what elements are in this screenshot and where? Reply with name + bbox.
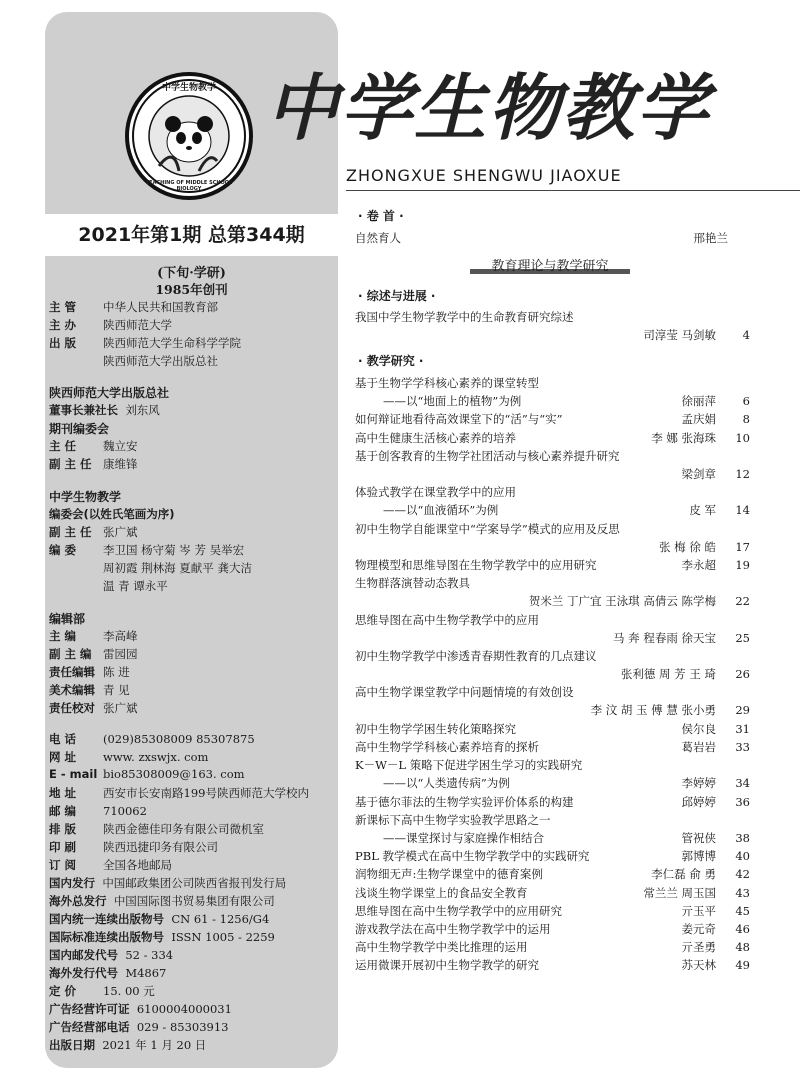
toc-entry-page: 12 bbox=[735, 466, 750, 481]
toc-entry[interactable]: 自然育人 邢艳兰 bbox=[355, 231, 728, 245]
distribution-row: 广告经营部电话 029 - 85303913 bbox=[49, 1020, 229, 1034]
toc-entry-page: 42 bbox=[735, 867, 750, 882]
deputy-row: 副 主 任 康维锋 bbox=[49, 457, 138, 471]
toc-entry-authors: 马 奔 程春雨 徐天宝 bbox=[613, 630, 716, 645]
toc-entry-authors: 李仁磊 俞 勇 bbox=[651, 867, 716, 882]
contact-row: 邮 编 710062 bbox=[49, 804, 147, 818]
board-sub: 编委会(以姓氏笔画为序) bbox=[49, 507, 175, 521]
toc-entry[interactable] bbox=[355, 483, 750, 519]
toc-entry-title: 基于创客教育的生物学社团活动与核心素养提升研究 bbox=[355, 448, 620, 463]
toc-entry-subtitle: ——课堂探讨与家庭操作相结合 bbox=[383, 830, 544, 845]
toc-entry-authors: 李永超 bbox=[681, 558, 716, 572]
toc-entry[interactable] bbox=[355, 884, 750, 902]
issue-bar bbox=[45, 214, 338, 256]
distribution-row: 定 价 15. 00 元 bbox=[49, 984, 155, 998]
toc-entry[interactable] bbox=[355, 738, 750, 756]
toc-entry-title: 高中生物学教学中类比推理的运用 bbox=[355, 940, 528, 955]
toc-entry-subtitle: ——以“地面上的植物”为例 bbox=[383, 394, 522, 408]
contact-row: 印 刷 陕西迅捷印务有限公司 bbox=[49, 840, 218, 854]
publisher-row: 出 版 陕西师范大学生命科学学院 bbox=[49, 336, 241, 350]
publisher-row: 主 办 陕西师范大学 bbox=[49, 318, 172, 332]
toc-entry-page: 49 bbox=[735, 958, 750, 973]
director-row: 主 任 魏立安 bbox=[49, 439, 138, 453]
toc-entry-title: 高中生物学学科核心素养培育的探析 bbox=[355, 740, 539, 754]
toc-entry-page: 40 bbox=[735, 849, 750, 864]
toc-entry-authors: 皮 军 bbox=[689, 503, 716, 518]
toc-entry-authors: 亓圣勇 bbox=[681, 940, 716, 955]
toc-entry-page: 29 bbox=[735, 703, 750, 718]
section-banner: 教育理论与教学研究 bbox=[470, 256, 630, 278]
contact-row: 网 址 www. zxswjx. com bbox=[49, 750, 209, 764]
toc-entry-page: 31 bbox=[735, 721, 750, 736]
toc-entry-title: 基于德尔菲法的生物学实验评价体系的构建 bbox=[355, 794, 574, 809]
toc-entry[interactable] bbox=[355, 556, 750, 574]
toc-entry-title: 高中生物学课堂教学中问题情境的有效创设 bbox=[355, 685, 574, 700]
toc-entry-title: 基于生物学学科核心素养的课堂转型 bbox=[355, 376, 539, 390]
distribution-row: 海外总发行 中国国际图书贸易集团有限公司 bbox=[49, 894, 275, 908]
logo-ring-text-top: 中学生物教学 bbox=[161, 83, 216, 93]
board-members-row: 编 委 李卫国 杨守菊 岑 芳 吴举宏 bbox=[49, 543, 245, 557]
toc-entry-subtitle: ——以“血液循环”为例 bbox=[383, 503, 499, 518]
toc-entry[interactable] bbox=[355, 902, 750, 920]
toc-entry-authors: 张 梅 徐 皓 bbox=[659, 539, 716, 554]
distribution-row: 国内统一连续出版物号 CN 61 - 1256/G4 bbox=[49, 912, 270, 926]
toc-entry-page: 26 bbox=[735, 667, 750, 681]
toc-entry-authors: 李 汶 胡 玉 傅 慧 张小勇 bbox=[590, 703, 716, 718]
masthead-title bbox=[266, 58, 710, 158]
section-heading: · 综述与进展 · bbox=[358, 289, 436, 303]
toc-entry[interactable] bbox=[355, 410, 750, 428]
toc-entry-title: 思维导图在高中生物学教学中的应用研究 bbox=[355, 903, 562, 918]
committee-heading: 期刊编委会 bbox=[49, 422, 110, 436]
distribution-row: 海外发行代号 M4867 bbox=[49, 966, 167, 980]
toc-entry-page: 33 bbox=[735, 740, 750, 754]
toc-entry-page: 46 bbox=[735, 922, 750, 936]
toc-entry-authors: 李婷婷 bbox=[681, 776, 716, 791]
toc-entry[interactable] bbox=[355, 956, 750, 974]
toc-entry-authors: 姜元奇 bbox=[681, 922, 716, 936]
toc-entry-authors: 徐丽萍 bbox=[681, 394, 716, 408]
board-deputy-row: 副 主 任 张广斌 bbox=[49, 525, 138, 539]
toc-entry-title: 思维导图在高中生物学教学中的应用 bbox=[355, 612, 539, 627]
toc-entry-page: 38 bbox=[735, 830, 750, 845]
toc-entry-page: 34 bbox=[735, 776, 750, 791]
toc-entry-page: 48 bbox=[735, 940, 750, 955]
toc-entry[interactable] bbox=[355, 811, 750, 847]
toc-entry-title: 体验式教学在课堂教学中的应用 bbox=[355, 485, 516, 500]
section-heading: · 教学研究 · bbox=[358, 354, 424, 368]
toc-entry-page: 43 bbox=[735, 885, 750, 900]
toc-entry-authors: 郭博博 bbox=[681, 849, 716, 864]
distribution-row: 国内邮发代号 52 - 334 bbox=[49, 948, 174, 962]
issue-number: 2021年第1期 总第344期 bbox=[78, 224, 305, 246]
section-heading: · 卷 首 · bbox=[358, 209, 404, 223]
toc-entry[interactable] bbox=[355, 520, 750, 556]
toc-entry[interactable] bbox=[355, 847, 750, 865]
toc-entry-authors: 管祝侠 bbox=[681, 830, 716, 845]
toc-entry-title: 游戏教学法在高中生物学教学中的运用 bbox=[355, 922, 551, 936]
toc-entry[interactable] bbox=[355, 647, 750, 683]
toc-entry-page: 19 bbox=[735, 558, 750, 572]
toc-entry-page: 22 bbox=[735, 594, 750, 609]
distribution-row: 广告经营许可证 6100004000031 bbox=[49, 1002, 232, 1016]
toc-entry[interactable] bbox=[355, 793, 750, 811]
toc-entry-page: 6 bbox=[742, 394, 750, 408]
editorial-row: 主 编 李高峰 bbox=[49, 629, 138, 643]
toc-entry-authors: 张利德 周 芳 王 琦 bbox=[620, 667, 716, 681]
toc-entry-title: 物理模型和思维导图在生物学教学中的应用研究 bbox=[355, 558, 597, 572]
toc-entry-title: 初中生物学学困生转化策略探究 bbox=[355, 721, 516, 736]
editorial-row: 责任编辑 陈 进 bbox=[49, 665, 130, 679]
toc-entry-page: 17 bbox=[735, 539, 750, 554]
toc-entry-title: 浅谈生物学课堂上的食品安全教育 bbox=[355, 885, 528, 900]
toc-entry[interactable] bbox=[355, 938, 750, 956]
toc-entry-authors: 亓玉平 bbox=[681, 903, 716, 918]
contact-row: 排 版 陕西金德佳印务有限公司微机室 bbox=[49, 822, 264, 836]
toc-entry-page: 14 bbox=[735, 503, 750, 518]
toc-entry-page: 25 bbox=[735, 630, 750, 645]
board-members-row: 周初霞 荆林海 夏献平 龚大洁 bbox=[103, 561, 252, 575]
masthead-pinyin: ZHONGXUE SHENGWU JIAOXUE bbox=[346, 166, 622, 185]
toc-entry-title: 生物群落演替动态教具 bbox=[355, 576, 470, 591]
toc-entry-title: K－W－L 策略下促进学困生学习的实践研究 bbox=[355, 758, 583, 773]
board-members-row: 温 青 谭永平 bbox=[103, 579, 168, 593]
toc-entry-authors: 苏天林 bbox=[681, 958, 716, 973]
masthead-title-text: 中学生物教学 bbox=[266, 65, 711, 150]
toc-entry[interactable] bbox=[355, 447, 750, 483]
contact-row: 地 址 西安市长安南路199号陕西师范大学校内 bbox=[49, 786, 309, 800]
toc-entry[interactable] bbox=[355, 720, 750, 738]
masthead-divider bbox=[346, 190, 800, 191]
founded-label: 1985年创刊 bbox=[155, 282, 228, 297]
editorial-row: 责任校对 张广斌 bbox=[49, 701, 138, 715]
toc-entry-title: 运用微课开展初中生物学教学的研究 bbox=[355, 958, 539, 973]
toc-entry-title: 高中生健康生活核心素养的培养 bbox=[355, 430, 516, 445]
toc-entry[interactable] bbox=[355, 611, 750, 647]
contact-row: 电 话 (029)85308009 85307875 bbox=[49, 732, 255, 746]
toc-entry-page: 10 bbox=[735, 430, 750, 445]
toc-entry[interactable]: 我国中学生物学教学中的生命教育研究综述 司淳莹 马剑敏 4 bbox=[355, 310, 750, 342]
edition-label: (下旬·学研) bbox=[157, 266, 226, 281]
toc-entry-title: 初中生物学自能课堂中“学案导学”模式的应用及反思 bbox=[355, 521, 620, 536]
toc-entry-page: 45 bbox=[735, 903, 750, 918]
editorial-row: 副 主 编 雷园园 bbox=[49, 647, 138, 661]
press-heading: 陕西师范大学出版总社 bbox=[49, 386, 170, 400]
toc-entry[interactable] bbox=[355, 374, 750, 410]
toc-entry-authors: 侯尔良 bbox=[681, 721, 716, 736]
distribution-row: 出版日期 2021 年 1 月 20 日 bbox=[49, 1038, 207, 1052]
contact-row: 订 阅 全国各地邮局 bbox=[49, 858, 172, 872]
toc-entry-title: 新课标下高中生物学实验教学思路之一 bbox=[355, 812, 551, 827]
toc-entry-authors: 孟庆娟 bbox=[681, 412, 716, 427]
editorial-row: 美术编辑 青 见 bbox=[49, 683, 130, 697]
contact-row: E - mail bio85308009@163. com bbox=[49, 767, 245, 781]
toc-entry-title: 润物细无声:生物学课堂中的德育案例 bbox=[355, 867, 543, 882]
distribution-row: 国内发行 中国邮政集团公司陕西省报刊发行局 bbox=[49, 876, 287, 890]
info-sidebar bbox=[45, 12, 338, 1068]
journal-logo bbox=[125, 72, 253, 200]
logo-ring-text-bottom: TEACHING OF MIDDLE SCHOOL BIOLOGY bbox=[145, 180, 233, 192]
toc-entry-subtitle: ——以“人类遗传病”为例 bbox=[383, 776, 510, 791]
toc-entry-authors: 梁剑章 bbox=[681, 466, 716, 481]
toc-entry[interactable] bbox=[355, 865, 750, 883]
toc-entry[interactable] bbox=[355, 920, 750, 938]
board-heading: 中学生物教学 bbox=[49, 490, 122, 504]
toc-entry-page: 36 bbox=[735, 794, 750, 809]
toc-entry[interactable] bbox=[355, 756, 750, 792]
editorial-heading: 编辑部 bbox=[49, 612, 86, 626]
toc-entry-authors: 贺米兰 丁广宜 王泳琪 高倩云 陈学梅 bbox=[528, 594, 716, 609]
toc-entry-authors: 李 娜 张海珠 bbox=[651, 430, 716, 445]
toc-entry-title: 如何辩证地看待高效课堂下的“活”与“实” bbox=[355, 412, 563, 427]
toc-entry[interactable] bbox=[355, 574, 750, 610]
toc-entry-authors: 葛岩岩 bbox=[681, 740, 716, 754]
chairman-row: 董事长兼社长 刘东风 bbox=[49, 403, 160, 417]
publisher-row: 陕西师范大学出版总社 bbox=[103, 354, 218, 368]
toc-entry-page: 8 bbox=[742, 412, 750, 427]
distribution-row: 国际标准连续出版物号 ISSN 1005 - 2259 bbox=[49, 930, 275, 944]
toc-entry-title: 初中生物学教学中渗透青春期性教育的几点建议 bbox=[355, 649, 597, 663]
toc-entry-title: PBL 教学模式在高中生物学教学中的实践研究 bbox=[355, 849, 590, 864]
toc-entry[interactable] bbox=[355, 683, 750, 719]
toc-entry[interactable] bbox=[355, 429, 750, 447]
publisher-row: 主 管 中华人民共和国教育部 bbox=[49, 300, 218, 314]
toc-entry-authors: 常兰兰 周玉国 bbox=[643, 885, 716, 900]
toc-entry-authors: 邱婷婷 bbox=[681, 794, 716, 809]
